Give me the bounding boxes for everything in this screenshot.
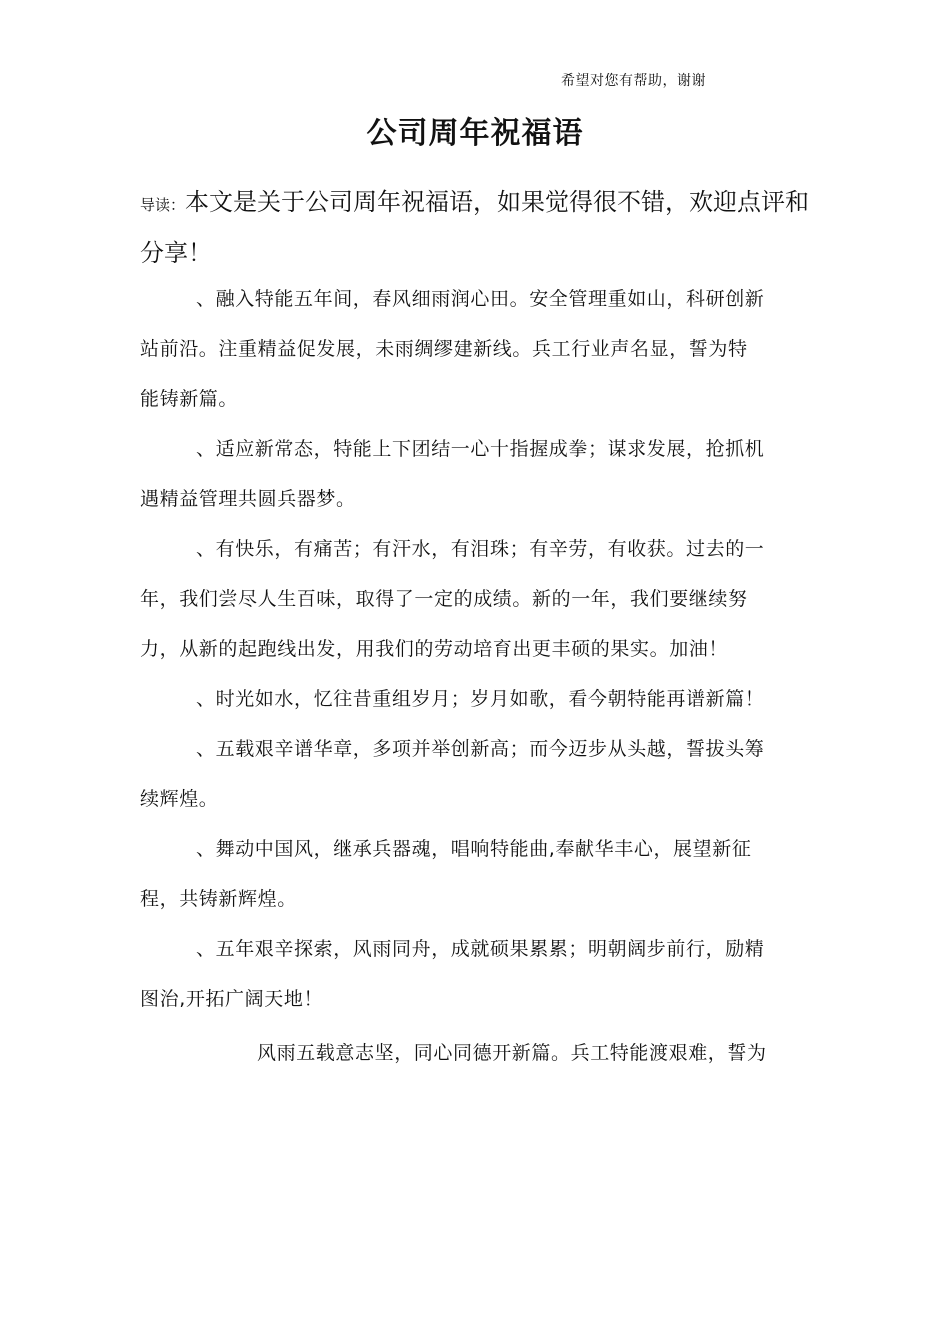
body-line: 程，共铸新辉煌。 [140,888,297,910]
body-line: 、时光如水，忆往昔重组岁月；岁月如歌，看今朝特能再谱新篇！ [196,688,765,710]
lead-text: 本文是关于公司周年祝福语，如果觉得很不错，欢迎点评和分享！ [140,188,810,267]
body-line: 能铸新篇。 [140,388,239,410]
body-line: 站前沿。注重精益促发展，未雨绸缪建新线。兵工行业声名显，誓为特 [140,338,748,360]
body-line: 、五载艰辛谱华章，多项并举创新高；而今迈步从头越，誓拔头筹 [196,738,765,760]
body-line: 、舞动中国风，继承兵器魂，唱响特能曲,奉献华丰心，展望新征 [196,838,752,860]
body-line: 、有快乐，有痛苦；有汗水，有泪珠；有辛劳，有收获。过去的一 [196,538,765,560]
body-line: 风雨五载意志坚，同心同德开新篇。兵工特能渡艰难，誓为 [257,1042,767,1064]
lead-paragraph [140,178,820,277]
body-line: 力，从新的起跑线出发，用我们的劳动培育出更丰硕的果实。加油！ [140,638,729,660]
body-line: 续辉煌。 [140,788,219,810]
body-line: 年，我们尝尽人生百味，取得了一定的成绩。新的一年，我们要继续努 [140,588,748,610]
body-line: 、融入特能五年间，春风细雨润心田。安全管理重如山，科研创新 [196,288,765,310]
body-line: 、五年艰辛探索，风雨同舟，成就硕果累累；明朝阔步前行，励精 [196,938,765,960]
header-note: 希望对您有帮助，谢谢 [561,73,706,89]
page-title: 公司周年祝福语 [366,116,584,151]
body-line: 图治,开拓广阔天地！ [140,988,324,1010]
lead-label: 导读： [140,196,186,214]
body-line: 遇精益管理共圆兵器梦。 [140,488,356,510]
body-line: 、适应新常态，特能上下团结一心十指握成拳；谋求发展，抢抓机 [196,438,765,460]
